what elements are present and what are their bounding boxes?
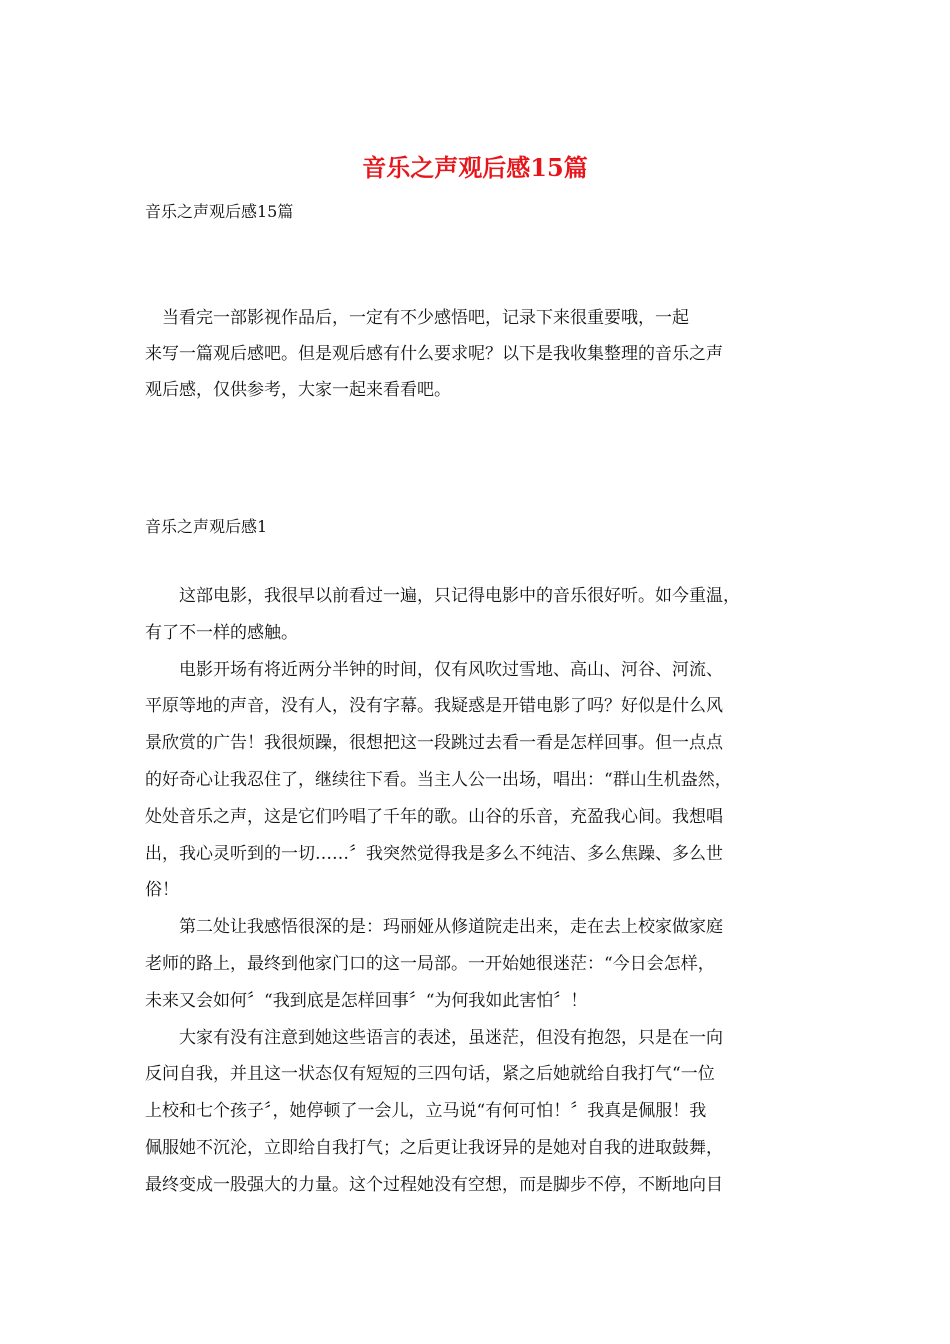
body-line: 平原等地的声音，没有人，没有字幕。我疑惑是开错电影了吗？好似是什么风	[145, 696, 723, 717]
body-line: 俗！	[145, 880, 179, 901]
document-subtitle: 音乐之声观后感15篇	[145, 202, 294, 221]
body-line: 出，我心灵听到的一切……〞我突然觉得我是多么不纯洁、多么焦躁、多么世	[145, 843, 723, 864]
body-line: 景欣赏的广告！我很烦躁，很想把这一段跳过去看一看是怎样回事。但一点点	[145, 733, 723, 754]
body-text	[145, 578, 835, 1204]
body-line: 佩服她不沉沦，立即给自我打气；之后更让我讶异的是她对自我的进取鼓舞，	[145, 1137, 723, 1158]
intro-line: 当看完一部影视作品后，一定有不少感悟吧，记录下来很重要哦，一起	[145, 308, 689, 328]
document-title: 音乐之声观后感15篇	[362, 153, 588, 182]
body-line: 大家有没有注意到她这些语言的表述，虽迷茫，但没有抱怨，只是在一向	[145, 1027, 723, 1048]
body-line: 最终变成一股强大的力量。这个过程她没有空想，而是脚步不停，不断地向目	[145, 1174, 723, 1195]
body-line: 这部电影，我很早以前看过一遍，只记得电影中的音乐很好听。如今重温，	[145, 586, 740, 606]
body-line: 老师的路上，最终到他家门口的这一局部。一开始她很迷茫：“今日会怎样，	[145, 953, 715, 974]
intro-paragraph	[145, 300, 805, 408]
body-line: 未来又会如何〞“我到底是怎样回事〞“为何我如此害怕〞！	[145, 990, 588, 1011]
body-line: 第二处让我感悟很深的是：玛丽娅从修道院走出来，走在去上校家做家庭	[145, 917, 723, 938]
body-line: 处处音乐之声，这是它们吟唱了千年的歌。山谷的乐音，充盈我心间。我想唱	[145, 806, 723, 827]
body-line: 电影开场有将近两分半钟的时间，仅有风吹过雪地、高山、河谷、河流、	[145, 659, 723, 680]
intro-line: 观后感，仅供参考，大家一起来看看吧。	[145, 380, 451, 400]
section-heading: 音乐之声观后感1	[145, 517, 268, 536]
body-line: 的好奇心让我忍住了，继续往下看。当主人公一出场，唱出：“群山生机盎然，	[145, 769, 732, 790]
body-line: 反问自我，并且这一状态仅有短短的三四句话，紧之后她就给自我打气“一位	[145, 1064, 715, 1085]
intro-line: 来写一篇观后感吧。但是观后感有什么要求呢？以下是我收集整理的音乐之声	[145, 344, 723, 364]
body-line: 上校和七个孩子〞，她停顿了一会儿，立马说“有何可怕！〞我真是佩服！我	[145, 1101, 707, 1122]
body-line: 有了不一样的感触。	[145, 622, 298, 643]
